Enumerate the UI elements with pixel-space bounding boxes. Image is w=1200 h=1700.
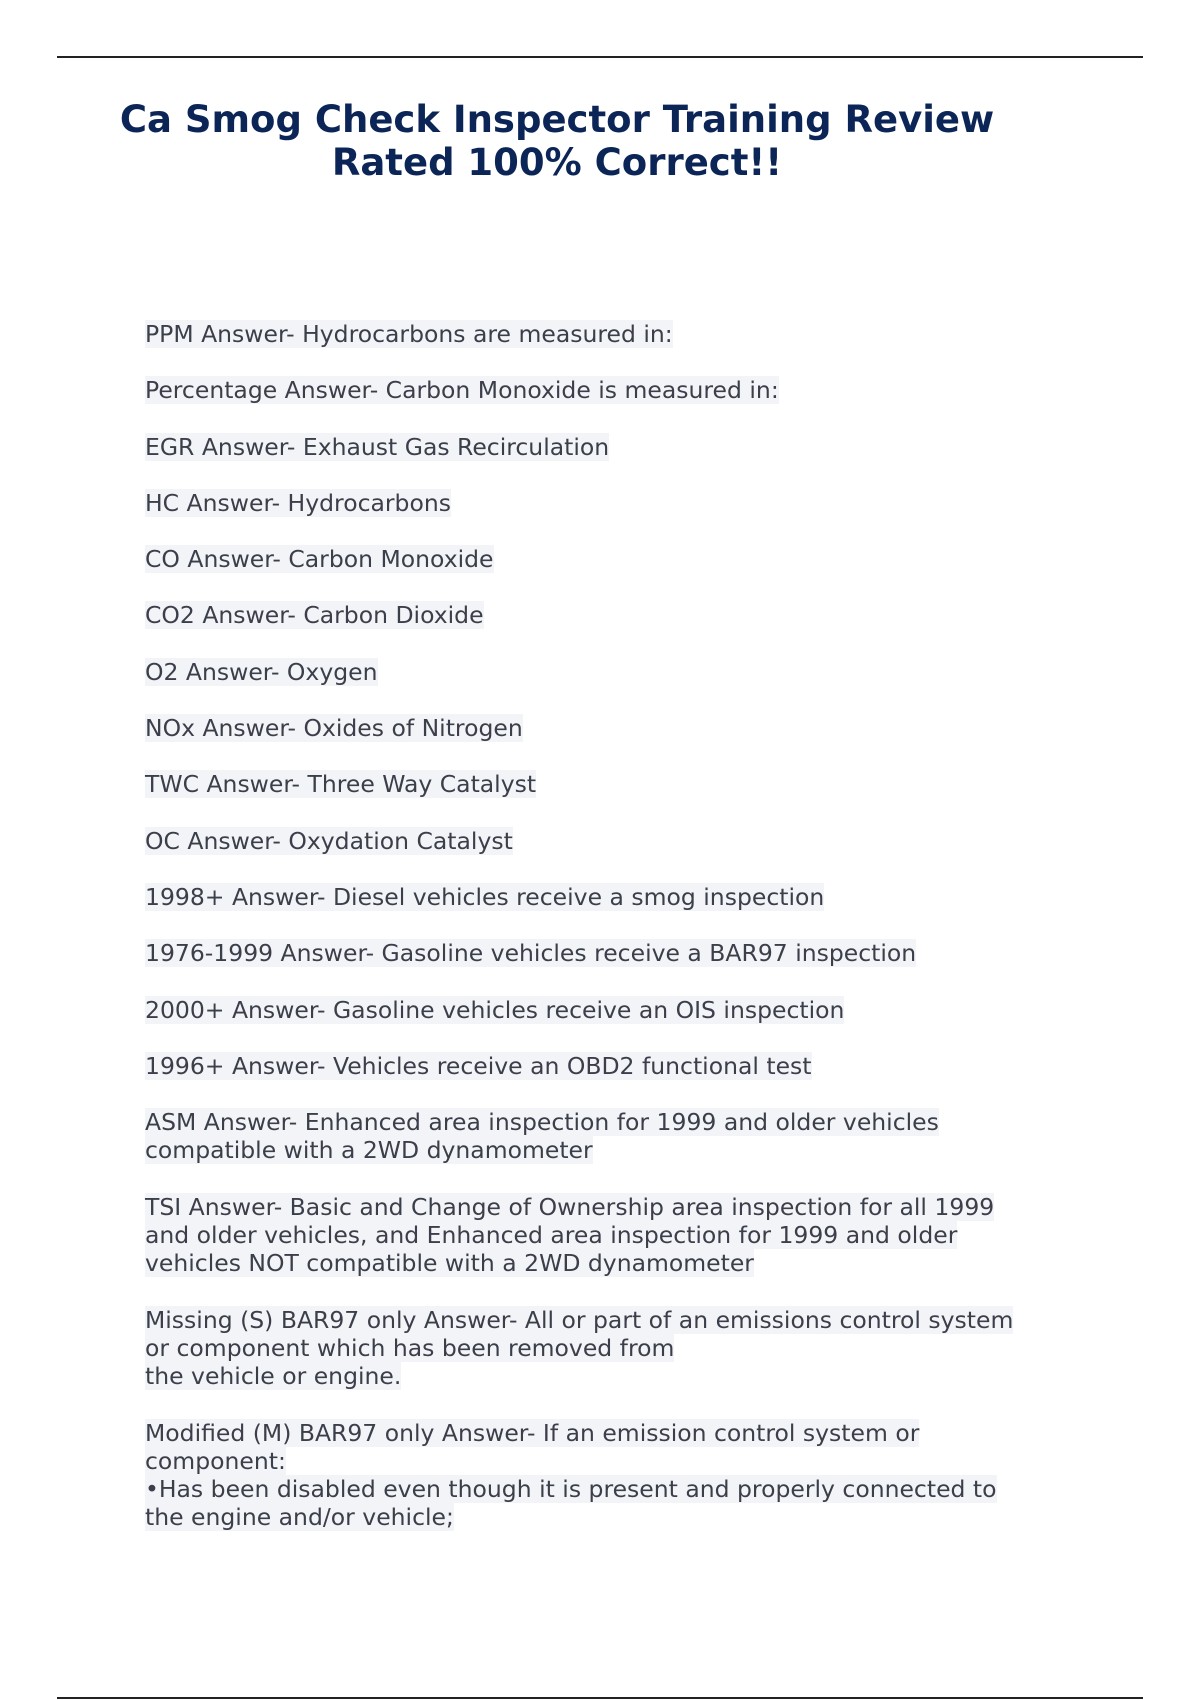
qa-text: ASM Answer- Enhanced area inspection for 1999 and older vehicles compatible with a 2WD dynamometer — [145, 1108, 939, 1165]
qa-text: 2000+ Answer- Gasoline vehicles receive an OIS inspection — [145, 995, 845, 1024]
qa-text: TWC Answer- Three Way Catalyst — [145, 770, 537, 799]
qa-item — [145, 489, 1075, 517]
qa-item — [145, 1306, 1075, 1391]
qa-text: CO2 Answer- Carbon Dioxide — [145, 601, 484, 630]
qa-text: 1976-1999 Answer- Gasoline vehicles receive a BAR97 inspection — [145, 939, 917, 968]
qa-item — [145, 376, 1075, 404]
qa-text: 1996+ Answer- Vehicles receive an OBD2 functional test — [145, 1051, 812, 1080]
qa-item — [145, 827, 1075, 855]
qa-text: EGR Answer- Exhaust Gas Recirculation — [145, 432, 610, 461]
qa-item — [145, 1419, 1075, 1532]
top-rule — [57, 56, 1143, 58]
qa-item — [145, 433, 1075, 461]
qa-text: NOx Answer- Oxides of Nitrogen — [145, 714, 523, 743]
qa-item — [145, 714, 1075, 742]
qa-item — [145, 883, 1075, 911]
qa-item — [145, 545, 1075, 573]
qa-list — [145, 320, 1075, 1560]
qa-text: OC Answer- Oxydation Catalyst — [145, 826, 513, 855]
qa-text: Missing (S) BAR97 only Answer- All or part of an emissions control system or component which has been removed from the vehicle or engine. — [145, 1305, 1014, 1391]
qa-item — [145, 996, 1075, 1024]
qa-item — [145, 601, 1075, 629]
qa-text: Modified (M) BAR97 only Answer- If an emission control system or component: •Has been disabled even though it is present and properly connected to the engine and/or vehicle; — [145, 1418, 997, 1532]
document-title: Ca Smog Check Inspector Training Review Rated 100% Correct!! — [119, 98, 995, 184]
qa-text: TSI Answer- Basic and Change of Ownership area inspection for all 1999 and older vehicles, and Enhanced area inspection for 1999 and older vehicles NOT compatible with a 2WD dynamometer — [145, 1192, 995, 1278]
qa-text: 1998+ Answer- Diesel vehicles receive a smog inspection — [145, 882, 825, 911]
qa-item — [145, 939, 1075, 967]
qa-text: CO Answer- Carbon Monoxide — [145, 545, 494, 574]
qa-item — [145, 1193, 1075, 1278]
qa-item — [145, 1052, 1075, 1080]
bottom-rule — [57, 1697, 1143, 1699]
qa-text: PPM Answer- Hydrocarbons are measured in: — [145, 320, 673, 348]
qa-text: O2 Answer- Oxygen — [145, 657, 378, 686]
qa-item — [145, 1108, 1075, 1165]
qa-text: HC Answer- Hydrocarbons — [145, 488, 451, 517]
qa-text: Percentage Answer- Carbon Monoxide is measured in: — [145, 376, 779, 405]
qa-item — [145, 658, 1075, 686]
qa-item — [145, 770, 1075, 798]
qa-item — [145, 320, 1075, 348]
